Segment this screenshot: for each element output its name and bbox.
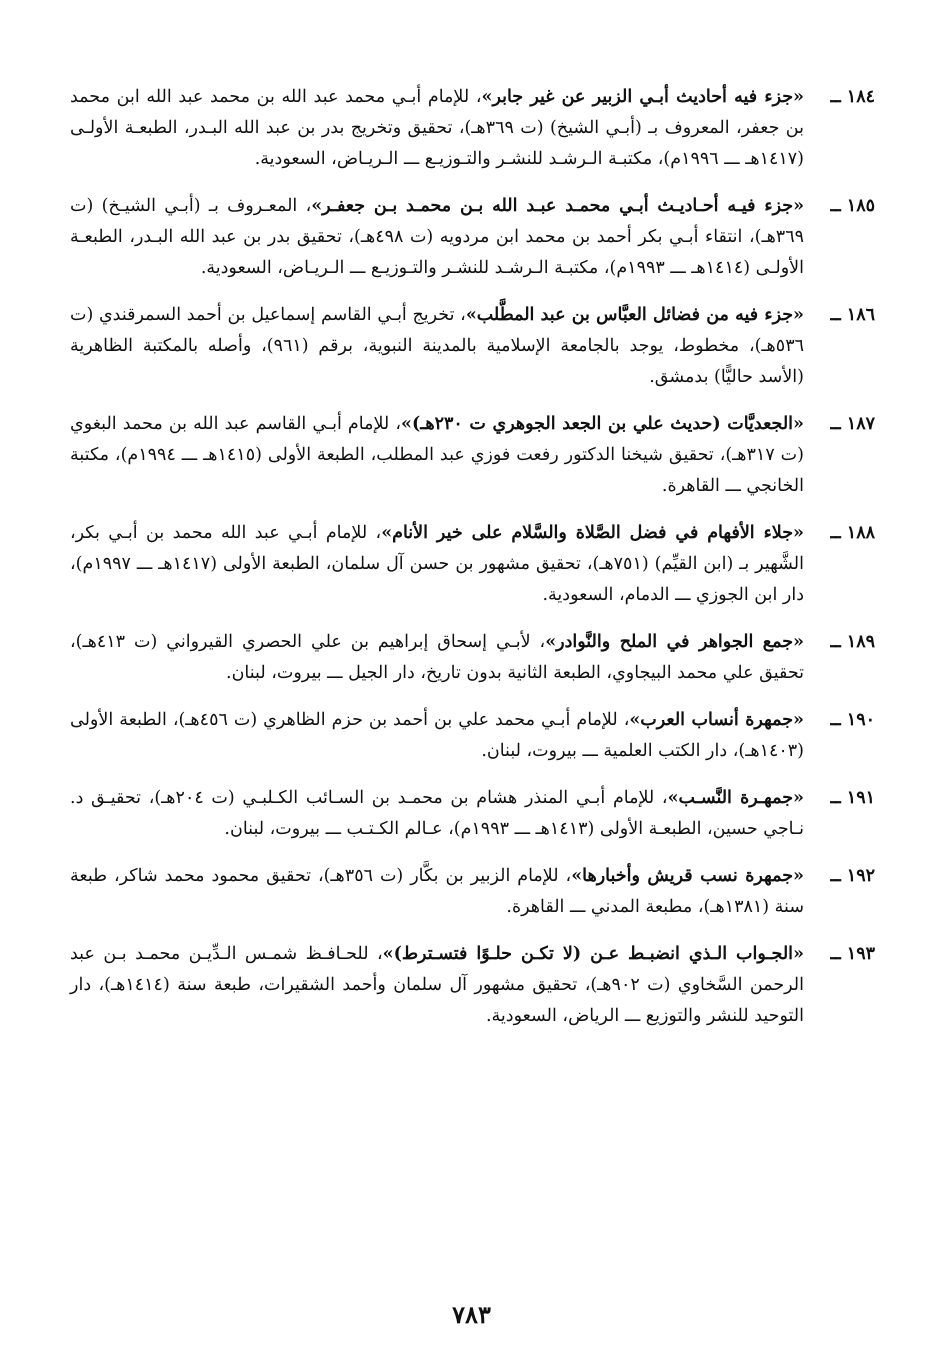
entry-body: ، للحـافـظ شمـس الـدِّيـن محمـد بـن عبد الرحمن السَّخاوي (ت ٩٠٢هـ)، تحقيق مشهور آل سلمان وأحمد الشقيرات، طبعة سنة (١٤١٤هـ)، دار التوحيد للنشر والتوزيع ـــ الرياض، السعودية.	[70, 944, 804, 1026]
entry-body: ، للإمام أبـي المنذر هشام بن محمـد بن السـائب الكـلبـي (ت ٢٠٤هـ)، تحقيـق د. نـاجي حسين، الطبعـة الأولى (١٤١٣هـ ـــ ١٩٩٣م)، عـالم الكـتـب ـــ بيروت، لبنان.	[70, 788, 804, 839]
entry-body: ، تخريج أبـي القاسم إسماعيل بن أحمد السمرقندي (ت ٥٣٦هـ)، مخطوط، يوجد بالجامعة الإسلامية بالمدينة النبوية، برقم (٩٦١)، وأصله بالمكتبة الظاهرية (الأسد حاليًّا) بدمشق.	[70, 305, 804, 387]
entry-body: ، للإمام أبـي محمد علي بن أحمد بن حزم الظاهري (ت ٤٥٦هـ)، الطبعة الأولى (١٤٠٣هـ)، دار الكتب العلمية ـــ بيروت، لبنان.	[70, 710, 804, 761]
bibliography-entry-187	[70, 409, 875, 502]
bibliography-entry-192	[70, 861, 875, 923]
entry-number: ١٩١ ــ	[830, 788, 875, 808]
bibliography-entry-185	[70, 191, 875, 284]
entry-body: ، المعـروف بـ (أبـي الشيـخ) (ت ٣٦٩هـ)، انتقاء أبـي بكر أحمد بن محمد ابن مردويه (ت ٤٩٨هـ)، تحقيق بدر بن عبد الله البـدر، الطبعـة الأولـى (١٤١٤هـ ـــ ١٩٩٣م)، مكتبـة الـرشـد للنشـر والتـوزيـع ـــ الـريـاض، السعودية.	[70, 196, 804, 278]
bibliography-entry-191	[70, 783, 875, 845]
entry-title: «جمهرة نسب قريش وأخبارها»	[571, 866, 804, 886]
entry-body: ، للإمام أبـي محمد عبد الله بن محمد عبد الله ابن محمد بن جعفر، المعروف بـ (أبـي الشيخ) (ت ٣٦٩هـ)، تحقيق وتخريج بدر بن عبد الله البـدر، الطبعـة الأولـى (١٤١٧هـ ـــ ١٩٩٦م)، مكتبـة الـرشـد للنشـر والتـوزيـع ـــ الـريـاض، السعودية.	[70, 87, 804, 169]
entry-number: ١٨٩ ــ	[830, 632, 875, 652]
page-number: ٧٨٣	[452, 1300, 491, 1329]
entry-number: ١٩٢ ــ	[830, 866, 875, 886]
entry-body: ، لأبـي إسحاق إبراهيم بن علي الحصري القيرواني (ت ٤١٣هـ)، تحقيق علي محمد البيجاوي، الطبعة الثانية بدون تاريخ، دار الجيل ـــ بيروت، لبنان.	[70, 632, 804, 683]
entry-number: ١٨٨ ــ	[830, 523, 875, 543]
entry-number: ١٨٥ ــ	[830, 196, 875, 216]
bibliography-entry-184	[70, 82, 875, 175]
entry-title: «الجعديَّات (حديث علي بن الجعد الجوهري ت ٢٣٠هـ)»	[401, 414, 804, 434]
entry-body: ، للإمام الزبير بن بكَّار (ت ٣٥٦هـ)، تحقيق محمود محمد شاكر، طبعة سنة (١٣٨١هـ)، مطبعة المدني ـــ القاهرة.	[70, 866, 804, 917]
entry-title: «جزء فيـه أحـاديـث أبـي محمـد عبـد الله بـن محمـد بـن جعفـر»	[311, 196, 805, 216]
bibliography-entry-188	[70, 518, 875, 611]
entry-number: ١٨٦ ــ	[830, 305, 875, 325]
entry-title: «جمهـرة النَّسـب»	[667, 788, 804, 808]
entry-number: ١٩٣ ــ	[830, 944, 875, 964]
entry-title: «جزء فيه أحاديث أبـي الزبير عن غير جابر»	[481, 87, 804, 107]
entry-title: «جلاء الأفهام في فضل الصَّلاة والسَّلام على خير الأنام»	[381, 523, 804, 543]
entry-number: ١٨٧ ــ	[830, 414, 875, 434]
bibliography-entry-190	[70, 705, 875, 767]
entry-title: «جمع الجواهر في الملح والنَّوادر»	[545, 632, 804, 652]
entry-number: ١٨٤ ــ	[830, 87, 875, 107]
bibliography-entry-186	[70, 300, 875, 393]
entry-body: ، للإمام أبـي القاسم عبد الله بن محمد البغوي (ت ٣١٧هـ)، تحقيق شيخنا الدكتور رفعت فوزي عبد المطلب، الطبعة الأولى (١٤١٥هـ ـــ ١٩٩٤م)، مكتبة الخانجي ـــ القاهرة.	[70, 414, 804, 496]
bibliography-entry-193	[70, 939, 875, 1032]
entry-title: «جمهرة أنساب العرب»	[629, 710, 804, 730]
entry-title: «الجـواب الـذي انضبـط عـن (لا تكـن حلـوًا فتسـترط)»	[382, 944, 804, 964]
bibliography-entry-189	[70, 627, 875, 689]
entry-number: ١٩٠ ــ	[830, 710, 875, 730]
entry-body: ، للإمام أبـي عبد الله محمد بن أبـي بكر، الشَّهير بـ (ابن القيِّم) (٧٥١هـ)، تحقيق مشهور بن حسن آل سلمان، الطبعة الأولى (١٤١٧هـ ـــ ١٩٩٧م)، دار ابن الجوزي ـــ الدمام، السعودية.	[70, 523, 804, 605]
entry-title: «جزء فيه من فضائل العبَّاس بن عبد المطَّلب»	[465, 305, 804, 325]
bibliography-list	[70, 82, 875, 1048]
